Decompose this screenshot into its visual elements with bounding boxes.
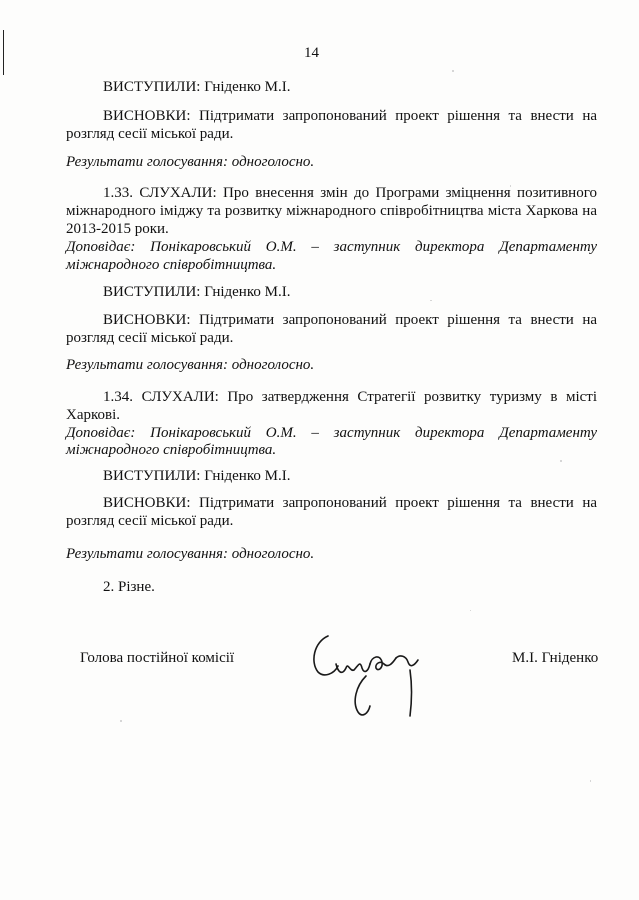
agenda-item-heading xyxy=(103,388,597,406)
conclusion-label: ВИСНОВКИ: xyxy=(103,495,191,511)
vote-label: Результати голосування: xyxy=(66,154,229,170)
vote-value: одноголосно. xyxy=(231,154,315,170)
page-number: 14 xyxy=(304,45,319,61)
handwritten-signature xyxy=(306,628,426,724)
scan-speck xyxy=(452,70,454,72)
agenda-item-heading xyxy=(103,184,597,202)
vote-result xyxy=(66,356,314,374)
heard-continuation: міжнародного іміджу та розвитку міжнародного співробітництва міста Харкова на xyxy=(66,203,597,219)
signatory-position: Голова постійної комісії xyxy=(80,650,235,666)
conclusion-text: Підтримати запропонований проект рішення та внести на xyxy=(199,312,598,328)
signature-stroke xyxy=(314,636,338,675)
conclusion-continuation: розгляд сесії міської ради. xyxy=(66,513,234,529)
item-number: 1.33. xyxy=(103,185,133,201)
reporter-continuation: міжнародного співробітництва. xyxy=(66,257,277,273)
signatory-name: М.І. Гніденко xyxy=(512,650,599,666)
conclusion-label: ВИСНОВКИ: xyxy=(103,108,191,124)
heard-label: СЛУХАЛИ: xyxy=(141,389,219,405)
spoke-line xyxy=(103,467,290,485)
reporter-line xyxy=(66,238,597,256)
signature-stroke xyxy=(336,664,370,672)
conclusion-line xyxy=(103,311,597,329)
scan-speck xyxy=(560,460,562,462)
spoke-label: ВИСТУПИЛИ: xyxy=(103,79,201,95)
vote-label: Результати голосування: xyxy=(66,546,229,562)
heard-text: Про внесення змін до Програми зміцнення позитивного xyxy=(223,185,597,201)
reporter-label: Доповідає: xyxy=(66,239,136,255)
scan-edge-line xyxy=(3,30,4,75)
reporter-text: Понікаровський О.М. – заступник директора Департаменту xyxy=(150,239,598,255)
reporter-line xyxy=(66,424,597,442)
signature-stroke xyxy=(396,656,418,666)
item-number: 1.34. xyxy=(103,389,133,405)
conclusion-continuation: розгляд сесії міської ради. xyxy=(66,330,234,346)
vote-label: Результати голосування: xyxy=(66,357,229,373)
heard-label: СЛУХАЛИ: xyxy=(139,185,217,201)
signature-stroke xyxy=(410,670,412,716)
scan-speck xyxy=(120,720,122,722)
conclusion-line xyxy=(103,107,597,125)
reporter-text: Понікаровський О.М. – заступник директора Департаменту xyxy=(150,425,598,441)
signature-stroke xyxy=(355,676,370,715)
signature-stroke xyxy=(370,657,396,670)
spoke-name: Гніденко М.І. xyxy=(204,468,291,484)
vote-result xyxy=(66,153,314,171)
scan-speck xyxy=(470,610,471,611)
spoke-line xyxy=(103,78,290,96)
spoke-label: ВИСТУПИЛИ: xyxy=(103,468,201,484)
heard-continuation: Харкові. xyxy=(66,407,121,423)
conclusion-label: ВИСНОВКИ: xyxy=(103,312,191,328)
scan-speck xyxy=(590,780,591,782)
reporter-label: Доповідає: xyxy=(66,425,136,441)
spoke-name: Гніденко М.І. xyxy=(204,284,291,300)
vote-value: одноголосно. xyxy=(231,357,315,373)
scan-speck xyxy=(430,300,432,301)
spoke-name: Гніденко М.І. xyxy=(204,79,291,95)
reporter-continuation: міжнародного співробітництва. xyxy=(66,442,277,458)
conclusion-line xyxy=(103,494,597,512)
heard-continuation: 2013-2015 роки. xyxy=(66,221,169,237)
misc-item: 2. Різне. xyxy=(103,579,155,595)
vote-result xyxy=(66,545,314,563)
conclusion-text: Підтримати запропонований проект рішення та внести на xyxy=(199,108,598,124)
spoke-label: ВИСТУПИЛИ: xyxy=(103,284,201,300)
conclusion-continuation: розгляд сесії міської ради. xyxy=(66,126,234,142)
heard-text: Про затвердження Стратегії розвитку туризму в місті xyxy=(227,389,598,405)
conclusion-text: Підтримати запропонований проект рішення та внести на xyxy=(199,495,598,511)
spoke-line xyxy=(103,283,290,301)
vote-value: одноголосно. xyxy=(231,546,315,562)
